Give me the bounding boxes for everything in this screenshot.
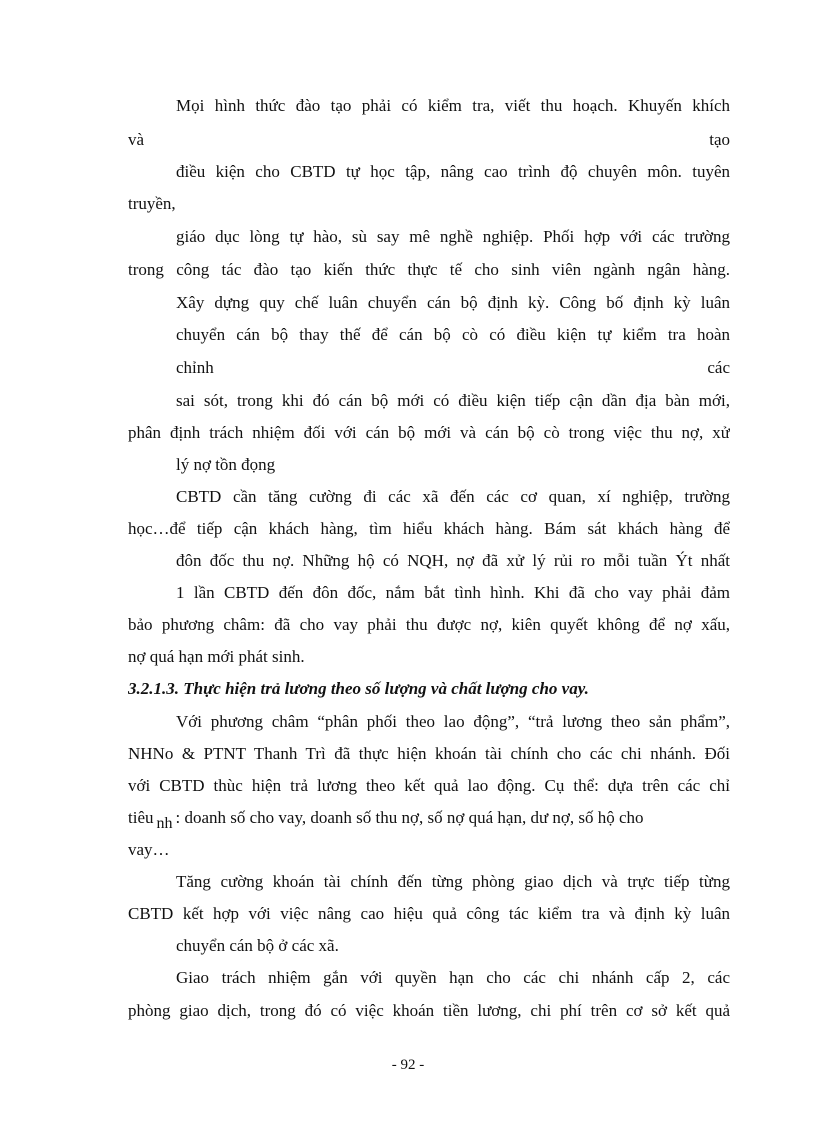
text-line: phân định trách nhiệm đối với cán bộ mới và cán bộ cò trong việc thu nợ, xử: [128, 423, 730, 442]
text-fragment: tạo: [709, 130, 730, 149]
text-line-with-subscript: [128, 805, 730, 831]
text-line: vay…: [128, 840, 170, 859]
text-line: Mọi hình thức đào tạo phải có kiểm tra, viết thu hoạch. Khuyến khích: [176, 96, 730, 115]
text-line: học…để tiếp cận khách hàng, tìm hiểu khách hàng. Bám sát khách hàng để: [128, 519, 730, 538]
page-number: - 92 -: [391, 1057, 425, 1073]
text-line: điều kiện cho CBTD tự học tập, nâng cao trình độ chuyên môn. tuyên: [176, 162, 730, 181]
text-line: chuyển cán bộ ở các xã.: [176, 936, 339, 955]
subscript-fragment: nh: [156, 815, 173, 831]
text-line: 1 lần CBTD đến đôn đốc, nắm bắt tình hình. Khi đã cho vay phải đảm: [176, 583, 730, 602]
text-line: với CBTD thùc hiện trả lương theo kết quả lao động. Cụ thể: dựa trên các chỉ: [128, 776, 730, 795]
text-line: phòng giao dịch, trong đó có việc khoán tiền lương, chi phí trên cơ sở kết quả: [128, 1001, 730, 1020]
text-fragment: chỉnh: [176, 358, 214, 377]
text-fragment: các: [707, 358, 730, 377]
text-line: đôn đốc thu nợ. Những hộ có NQH, nợ đã xử lý rủi ro mỗi tuần Ýt nhất: [176, 551, 730, 570]
text-line: Với phương châm “phân phối theo lao động”, “trả lương theo sản phẩm”,: [176, 712, 730, 731]
section-heading: 3.2.1.3. Thực hiện trả lương theo số lượng và chất lượng cho vay.: [128, 679, 589, 698]
text-line: giáo dục lòng tự hào, sù say mê nghề nghiệp. Phối hợp với các trường: [176, 227, 730, 246]
text-line: Xây dựng quy chế luân chuyển cán bộ định kỳ. Công bố định kỳ luân: [176, 293, 730, 312]
text-line: lý nợ tồn đọng: [176, 455, 276, 474]
text-line: Tăng cường khoán tài chính đến từng phòng giao dịch và trực tiếp từng: [176, 872, 730, 891]
text-line: CBTD cần tăng cường đi các xã đến các cơ quan, xí nghiệp, trường: [176, 487, 730, 506]
text-fragment: : doanh số cho vay, doanh số thu nợ, số nợ quá hạn, dư nợ, số hộ cho: [175, 808, 644, 827]
text-line: trong công tác đào tạo kiến thức thực tế cho sinh viên ngành ngân hàng.: [128, 260, 730, 279]
text-line: bảo phương châm: đã cho vay phải thu được nợ, kiên quyết không để nợ xấu,: [128, 615, 730, 634]
text-line: Giao trách nhiệm gắn với quyền hạn cho các chi nhánh cấp 2, các: [176, 968, 730, 987]
text-line: nợ quá hạn mới phát sinh.: [128, 647, 305, 666]
text-line: chuyển cán bộ thay thế để cán bộ cò có điều kiện tự kiểm tra hoàn: [176, 325, 730, 344]
text-fragment: tiêu: [128, 808, 154, 827]
text-fragment: và: [128, 130, 145, 149]
text-line: NHNo & PTNT Thanh Trì đã thực hiện khoán tài chính cho các chi nhánh. Đối: [128, 744, 730, 763]
text-line-split: [176, 355, 730, 381]
text-line: sai sót, trong khi đó cán bộ mới có điều kiện tiếp cận dần địa bàn mới,: [176, 391, 730, 410]
text-line-split: [128, 127, 730, 153]
text-line: CBTD kết hợp với việc nâng cao hiệu quả công tác kiểm tra và định kỳ luân: [128, 904, 730, 923]
text-line: truyền,: [128, 194, 176, 213]
